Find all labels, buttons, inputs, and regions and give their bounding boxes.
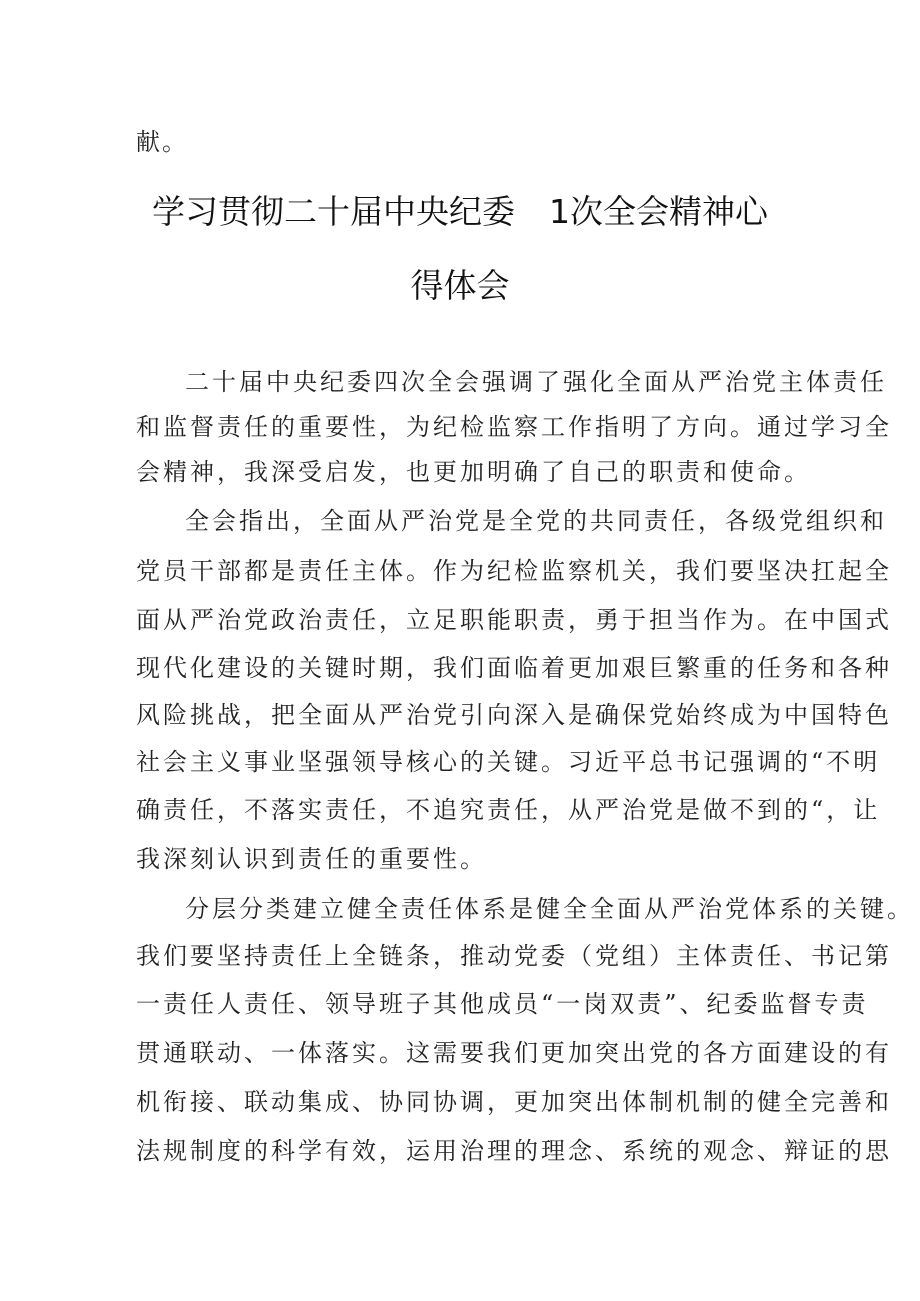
body-line: 贯通联动、一体落实。这需要我们更加突出党的各方面建设的有 [136, 1039, 892, 1067]
document-title-line-2: 得体会 [410, 266, 510, 305]
previous-paragraph-tail: 献。 [136, 128, 188, 156]
body-line: 确责任，不落实责任，不追究责任，从严治党是做不到的“，让 [136, 796, 881, 824]
body-line: 法规制度的科学有效，运用治理的理念、系统的观念、辩证的思 [136, 1137, 892, 1165]
body-line: 风险挑战，把全面从严治党引向深入是确保党始终成为中国特色 [136, 701, 892, 729]
body-line: 党员干部都是责任主体。作为纪检监察机关，我们要坚决扛起全 [136, 557, 892, 585]
document-title-line-1 [0, 188, 920, 236]
body-line: 社会主义事业坚强领导核心的关键。习近平总书记强调的“不明 [136, 748, 881, 776]
title-part-2: 1次全会精神心 [549, 192, 768, 231]
body-line: 机衔接、联动集成、协同协调，更加突出体制机制的健全完善和 [136, 1088, 892, 1116]
body-line: 全会指出，全面从严治党是全党的共同责任，各级党组织和 [185, 507, 887, 535]
body-line: 会精神，我深受启发，也更加明确了自己的职责和使命。 [136, 458, 811, 486]
body-line: 面从严治党政治责任，立足职能职责，勇于担当作为。在中国式 [136, 606, 892, 634]
body-line: 二十届中央纪委四次全会强调了强化全面从严治党主体责任 [185, 368, 887, 396]
body-line: 和监督责任的重要性，为纪检监察工作指明了方向。通过学习全 [136, 413, 892, 441]
body-line: 现代化建设的关键时期，我们面临着更加艰巨繁重的任务和各种 [136, 654, 892, 682]
body-line: 分层分类建立健全责任体系是健全全面从严治党体系的关键。 [185, 895, 914, 923]
body-line: 一责任人责任、领导班子其他成员“一岗双责”、纪委监督专责 [136, 990, 869, 1018]
title-part-1: 学习贯彻二十届中央纪委 [152, 192, 515, 231]
body-line: 我们要坚持责任上全链条，推动党委（党组）主体责任、书记第 [136, 942, 892, 970]
body-line: 我深刻认识到责任的重要性。 [136, 845, 487, 873]
